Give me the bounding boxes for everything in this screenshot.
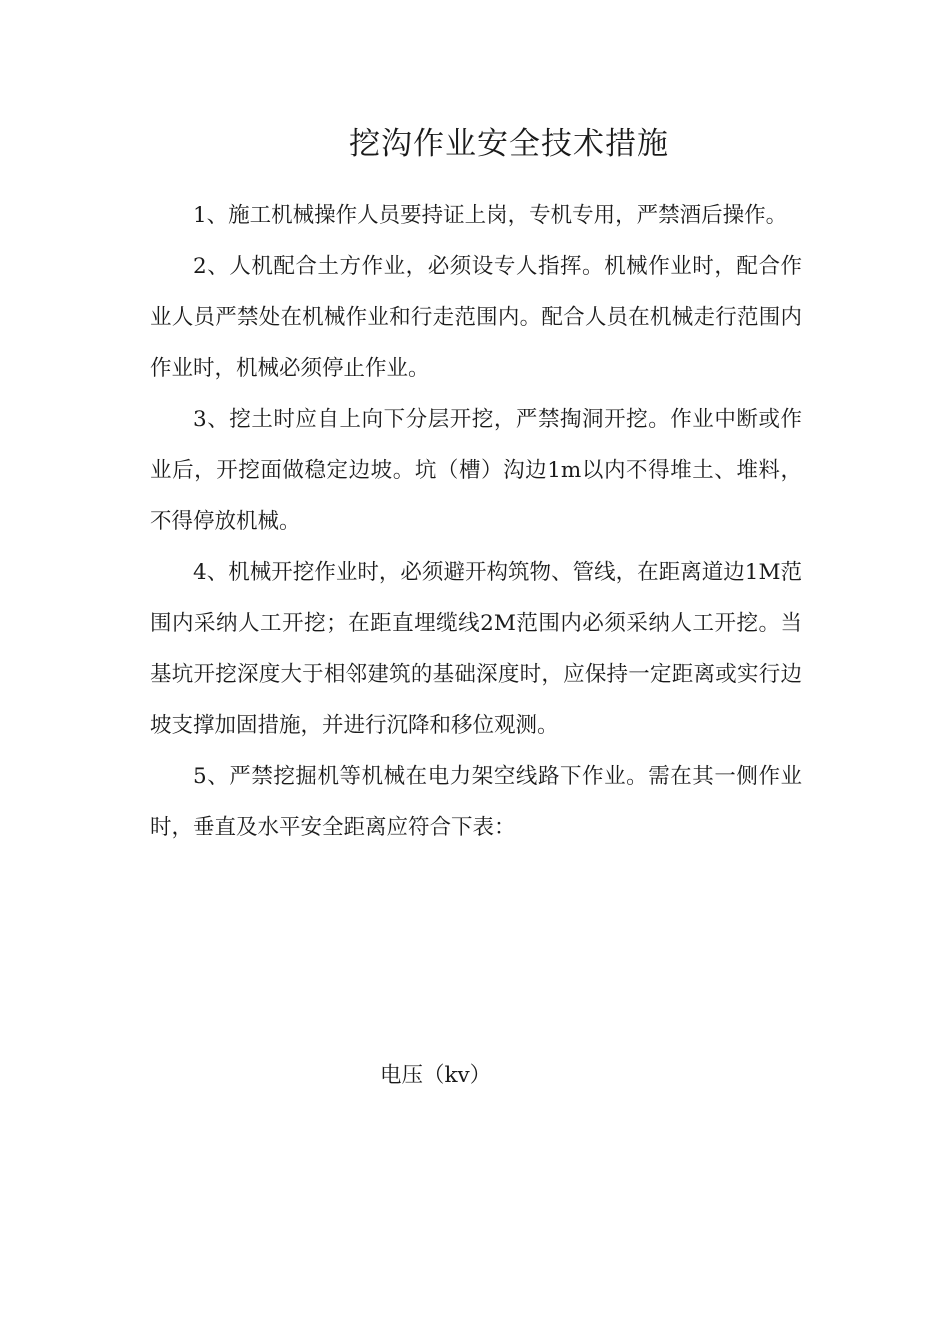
table-header-voltage: 电压（kv） — [380, 1063, 492, 1088]
paragraph-2: 2、人机配合土方作业，必须设专人指挥。机械作业时，配合作业人员严禁处在机械作业和行走范围内。配合人员在机械走行范围内作业时，机械必须停止作业。 — [150, 254, 802, 381]
document-body — [150, 190, 802, 853]
document-title: 挖沟作业安全技术措施 — [349, 126, 669, 162]
paragraph-1: 1、施工机械操作人员要持证上岗，专机专用，严禁酒后操作。 — [193, 203, 788, 228]
paragraph-4: 4、机械开挖作业时，必须避开构筑物、管线，在距离道边1M范围内采纳人工开挖；在距直埋缆线2M范围内必须采纳人工开挖。当基坑开挖深度大于相邻建筑的基础深度时，应保持一定距离或实行边坡支撑加固措施，并进行沉降和移位观测。 — [150, 560, 802, 738]
paragraph-3: 3、挖土时应自上向下分层开挖，严禁掏洞开挖。作业中断或作业后，开挖面做稳定边坡。坑（槽）沟边1m以内不得堆土、堆料，不得停放机械。 — [150, 407, 802, 534]
paragraph-5: 5、严禁挖掘机等机械在电力架空线路下作业。需在其一侧作业时，垂直及水平安全距离应符合下表： — [150, 764, 802, 840]
